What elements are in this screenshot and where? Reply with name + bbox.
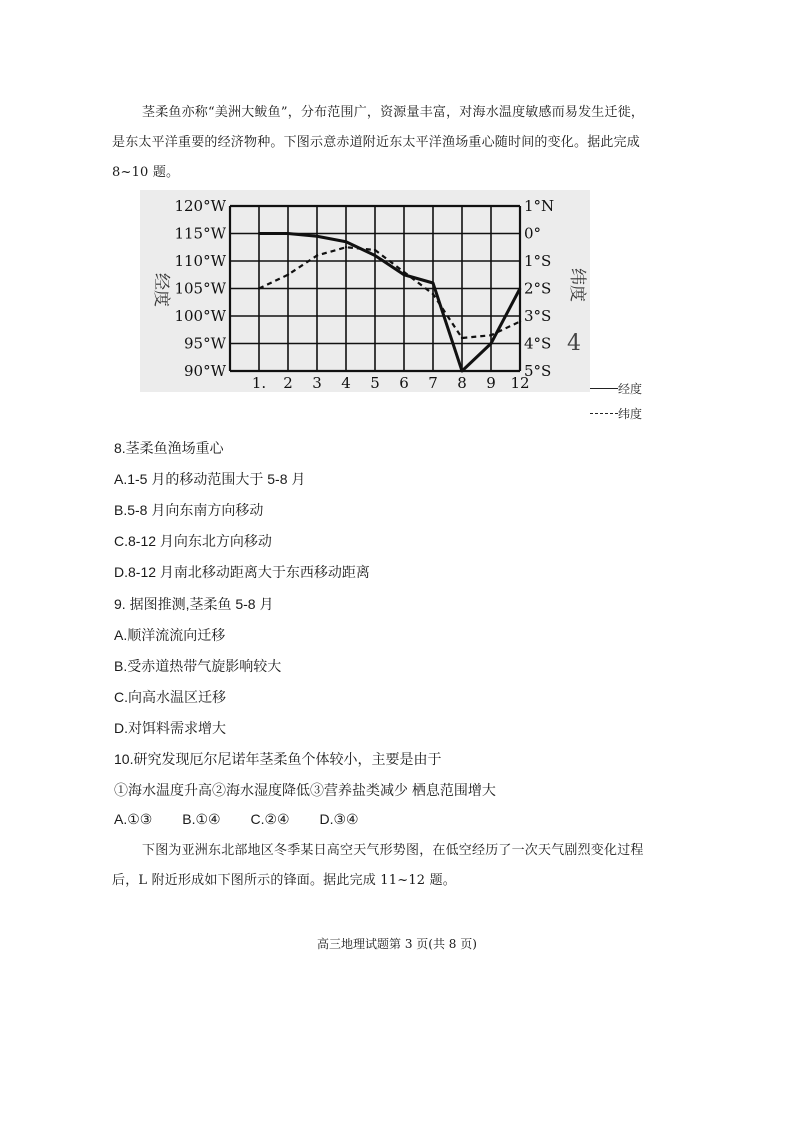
left-tick-label: 120°W (174, 197, 226, 215)
q8-option-a[interactable]: A.1-5 月的移动范围大于 5-8 月 (114, 471, 306, 487)
q10-items: ①海水温度升高②海水湿度降低③营养盐类减少 栖息范围增大 (114, 782, 496, 798)
left-axis-label: 经度 (151, 273, 171, 307)
intro-paragraph (112, 98, 684, 188)
q8-stem: 8.茎柔鱼渔场重心 (114, 440, 224, 456)
x-tick-label: 12 (510, 374, 530, 392)
intro2-line-2: 后，L 附近形成如下图所示的锋面。据此完成 11~12 题。 (112, 873, 457, 888)
x-tick-label: 7 (428, 374, 438, 392)
longitude-point (374, 254, 376, 256)
q9-option-b[interactable]: B.受赤道热带气旋影响较大 (114, 658, 282, 674)
page-footer: 高三地理试题第 3 页(共 8 页) (317, 937, 477, 951)
q10-option-b[interactable]: B.①④ (182, 811, 221, 827)
intro2-line-1: 下图为亚洲东北部地区冬季某日高空天气形势图，在低空经历了一次天气剧烈变化过程 (142, 843, 644, 858)
chart-svg (140, 190, 590, 392)
intro-line-3: 8~10 题。 (112, 165, 180, 180)
intro-line-1: 茎柔鱼亦称“美洲大鲅鱼”，分布范围广，资源量丰富，对海水温度敏感而易发生迁徙， (142, 105, 645, 120)
q10-option-d[interactable]: D.③④ (319, 811, 359, 827)
x-tick-label: 2 (283, 374, 293, 392)
x-tick-label: 6 (399, 374, 409, 392)
right-tick-label: 1°S (524, 252, 552, 270)
q10-stem: 10.研究发现厄尔尼诺年茎柔鱼个体较小，主要是由于 (114, 751, 442, 767)
left-tick-label: 115°W (174, 224, 226, 243)
right-tick-label: 5°S (524, 362, 552, 380)
x-tick-label: 3 (312, 374, 322, 392)
longitude-point (345, 241, 347, 243)
q10-option-c[interactable]: C.②④ (250, 811, 290, 827)
left-tick-label: 100°W (174, 307, 226, 325)
intro-line-2: 是东太平洋重要的经济物种。下图示意赤道附近东太平洋渔场重心随时间的变化。据此完成 (112, 135, 641, 150)
latitude-point (287, 274, 289, 276)
longitude-point (432, 282, 434, 284)
longitude-point (287, 232, 289, 234)
left-tick-label: 90°W (183, 362, 226, 380)
q9-option-d[interactable]: D.对饵料需求增大 (114, 720, 226, 736)
right-tick-label: 2°S (524, 279, 552, 298)
q8-option-c[interactable]: C.8-12 月向东北方向移动 (114, 533, 272, 549)
latitude-point (316, 254, 318, 256)
left-tick-label: 95°W (183, 334, 226, 353)
q9-stem: 9. 据图推测,茎柔鱼 5-8 月 (114, 596, 274, 612)
intro2-paragraph (112, 836, 684, 896)
longitude-point (519, 287, 521, 289)
right-axis-label: 纬度 (567, 268, 587, 302)
q8-option-b[interactable]: B.5-8 月向东南方向移动 (114, 502, 264, 518)
x-tick-label: 8 (457, 374, 467, 392)
fishing-ground-chart (140, 190, 660, 430)
x-tick-label: 9 (486, 374, 496, 392)
x-tick-label: 4 (341, 374, 351, 392)
q9-option-a[interactable]: A.顺洋流流向迁移 (114, 627, 226, 643)
longitude-point (316, 235, 318, 237)
handwritten-mark: 4 (567, 331, 581, 356)
q10-options (114, 811, 385, 828)
latitude-point (490, 334, 492, 336)
right-tick-label: 3°S (524, 307, 552, 325)
x-tick-label: 5 (370, 374, 380, 392)
x-tick-label: 1. (251, 374, 267, 392)
left-tick-label: 110°W (174, 252, 226, 270)
latitude-point (258, 287, 260, 289)
legend-solid (590, 380, 642, 397)
latitude-point (432, 293, 434, 295)
q9-option-c[interactable]: C.向高水温区迁移 (114, 689, 226, 705)
right-tick-label: 4°S (524, 334, 552, 353)
latitude-point (519, 320, 521, 322)
left-tick-label: 105°W (174, 279, 226, 298)
right-tick-label: 0° (524, 224, 542, 243)
longitude-point (461, 370, 463, 372)
latitude-point (461, 337, 463, 339)
right-tick-label: 1°N (524, 197, 555, 215)
q10-option-a[interactable]: A.①③ (114, 811, 153, 827)
q8-option-d[interactable]: D.8-12 月南北移动距离大于东西移动距离 (114, 564, 370, 580)
legend-dashed-label: 纬度 (618, 407, 643, 421)
latitude-point (403, 271, 405, 273)
legend-solid-label: 经度 (618, 382, 643, 396)
latitude-point (345, 246, 347, 248)
latitude-point (374, 249, 376, 251)
longitude-point (258, 232, 260, 234)
legend-dashed (590, 405, 642, 422)
longitude-point (490, 342, 492, 344)
